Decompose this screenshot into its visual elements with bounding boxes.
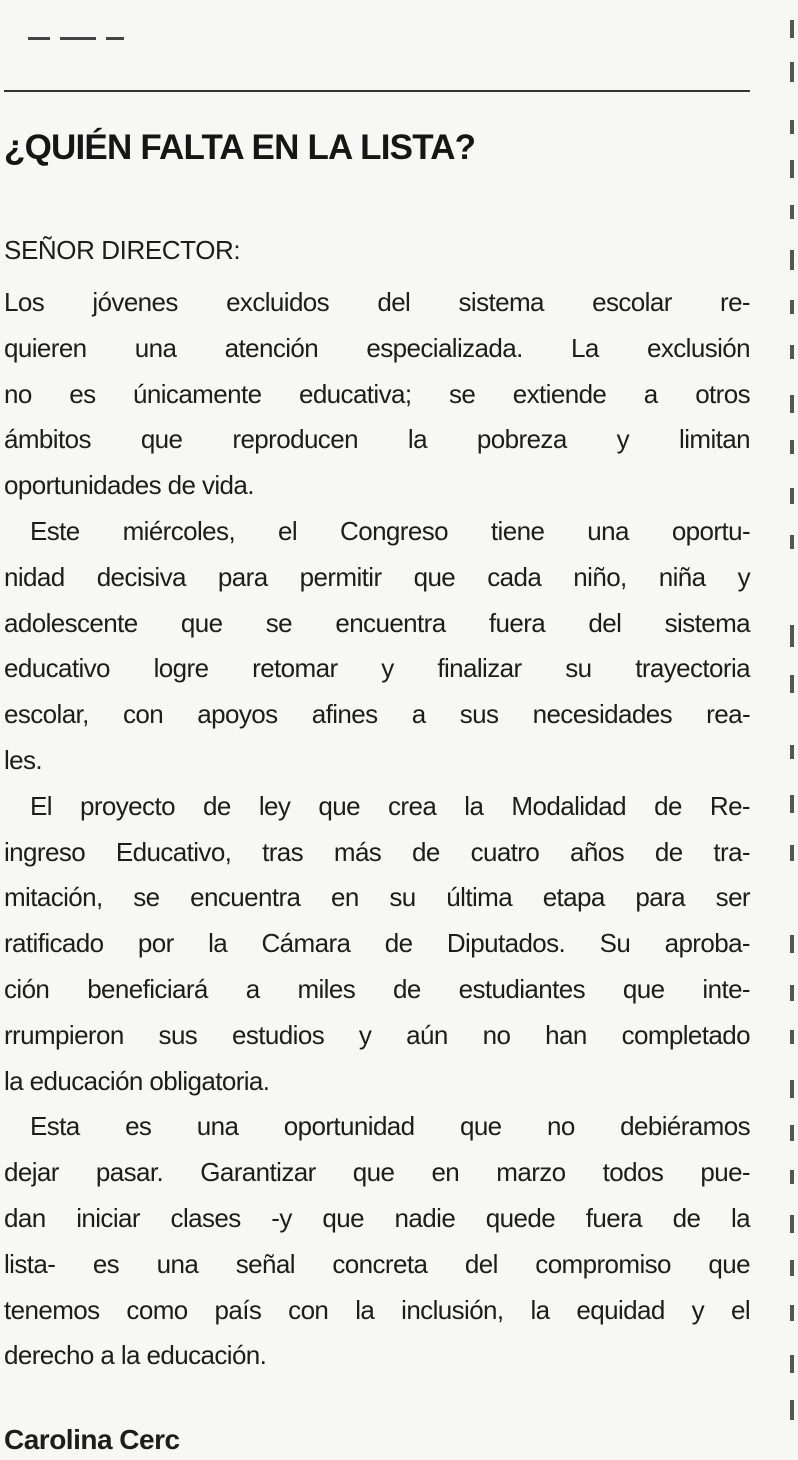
body-line: El proyecto de ley que crea la Modalidad de Re- (30, 790, 750, 821)
letter-headline: ¿QUIÉN FALTA EN LA LISTA? (4, 128, 476, 167)
body-line: educativo logre retomar y finalizar su trayectoria (4, 653, 750, 684)
body-line: no es únicamente educativa; se extiende a otros (4, 378, 750, 409)
body-line: dejar pasar. Garantizar que en marzo todos pue- (4, 1157, 750, 1188)
body-line: la educación obligatoria. (4, 1065, 270, 1096)
adjacent-column-fragment (786, 0, 798, 1438)
body-line: dan iniciar clases -y que nadie quede fuera de la (4, 1202, 750, 1233)
body-line: tenemos como país con la inclusión, la equidad y el (4, 1294, 750, 1325)
body-line: adolescente que se encuentra fuera del sistema (4, 607, 750, 638)
body-line: quieren una atención especializada. La exclusión (4, 332, 750, 363)
letter-salutation: SEÑOR DIRECTOR: (4, 235, 241, 265)
body-line: les. (4, 744, 43, 775)
letter-signature: Carolina Cerc (4, 1424, 180, 1455)
body-line: nidad decisiva para permitir que cada niño, niña y (4, 561, 750, 592)
body-line: ción beneficiará a miles de estudiantes que inte- (4, 973, 750, 1004)
previous-article-fragment (28, 22, 148, 36)
body-line: rrumpieron sus estudios y aún no han completado (4, 1019, 750, 1050)
body-line: ratificado por la Cámara de Diputados. Su aproba- (4, 928, 750, 959)
body-line: mitación, se encuentra en su última etapa para ser (4, 882, 750, 913)
body-line: ámbitos que reproducen la pobreza y limitan (4, 424, 750, 455)
body-line: oportunidades de vida. (4, 470, 254, 501)
body-line: Este miércoles, el Congreso tiene una oportu- (30, 515, 750, 546)
body-line: derecho a la educación. (4, 1340, 267, 1371)
body-line: ingreso Educativo, tras más de cuatro años de tra- (4, 836, 750, 867)
body-line: Los jóvenes excluidos del sistema escolar re- (4, 287, 750, 317)
body-line: Esta es una oportunidad que no debiéramos (30, 1111, 750, 1142)
body-line: escolar, con apoyos afines a sus necesidades rea- (4, 699, 750, 730)
section-divider (4, 90, 750, 92)
letter-body (4, 280, 750, 1379)
body-line: lista- es una señal concreta del compromiso que (4, 1248, 750, 1279)
